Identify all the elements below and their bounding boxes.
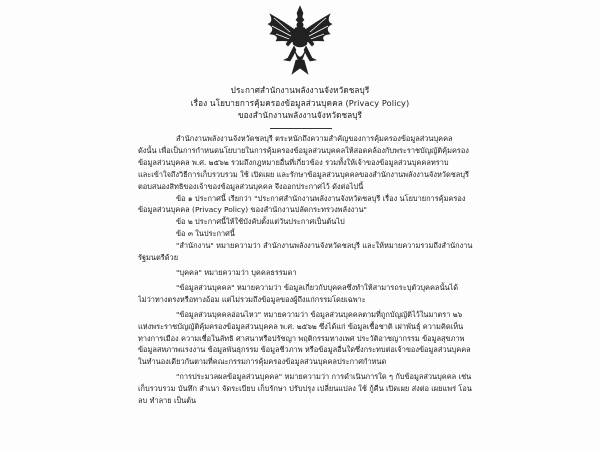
clause-1-line: ข้อมูลส่วนบุคคล (Privacy Policy) ของสำนักงานปลัดกระทรวงพลังงาน": [138, 205, 367, 215]
header-divider: [270, 128, 332, 129]
definition-personal-data-line: "ข้อมูลส่วนบุคคล" หมายความว่า ข้อมูลเกี่ยวกับบุคคลซึ่งทำให้สามารถระบุตัวบุคคลนั้นได้: [176, 282, 459, 292]
definition-sensitive-data-line: ทางการเมือง ความเชื่อในลัทธิ ศาสนาหรือปรัชญา พฤติกรรมทางเพศ ประวัติอาชญากรรม ข้อมูลสุขภาพ: [138, 333, 465, 343]
clause-2: ข้อ ๒ ประกาศนี้ให้ใช้บังคับตั้งแต่วันประกาศเป็นต้นไป: [176, 217, 345, 227]
paragraph-line: และเข้าใจถึงวิธีการเก็บรวบรวม ใช้ เปิดเผย และรักษาข้อมูลส่วนบุคคลของสำนักงานพลังงานจังหวัดชลบุรี: [138, 169, 469, 179]
definition-sensitive-data-line: ข้อมูลสหภาพแรงงาน ข้อมูลพันธุกรรม ข้อมูลชีวภาพ หรือข้อมูลอื่นใดซึ่งกระทบต่อเจ้าของข้อมูลส่วนบุคคล: [138, 345, 471, 355]
definition-personal-data-line: ไม่ว่าทางตรงหรือทางอ้อม แต่ไม่รวมถึงข้อมูลของผู้ถึงแก่กรรมโดยเฉพาะ: [138, 294, 366, 304]
definition-processing-line: เก็บรวบรวม บันทึก สำเนา จัดระเบียบ เก็บรักษา ปรับปรุง เปลี่ยนแปลง ใช้ กู้คืน เปิดเผย ส่งต่อ เผยแพร่ โอน: [138, 384, 472, 394]
definition-processing-line: "การประมวลผลข้อมูลส่วนบุคคล" หมายความว่า การดำเนินการใด ๆ กับข้อมูลส่วนบุคคล เช่น: [176, 372, 472, 382]
clause-3: ข้อ ๓ ในประกาศนี้: [176, 229, 235, 239]
announcement-issuer: ของสำนักงานพลังงานจังหวัดชลบุรี: [237, 110, 363, 120]
paragraph-line: ดังนั้น เพื่อเป็นการกำหนดนโยบายในการคุ้มครองข้อมูลส่วนบุคคลให้สอดคล้องกับพระราชบัญญัติคุ้มครอง: [138, 145, 469, 155]
definition-sensitive-data-line: ในทำนองเดียวกันตามที่คณะกรรมการคุ้มครองข้อมูลส่วนบุคคลประกาศกำหนด: [138, 357, 387, 367]
clause-1-line: ข้อ ๑ ประกาศนี้ เรียกว่า "ประกาศสำนักงานพลังงานจังหวัดชลบุรี เรื่อง นโยบายการคุ้มครอง: [176, 193, 466, 203]
announcement-subject: เรื่อง นโยบายการคุ้มครองข้อมูลส่วนบุคคล (Privacy Policy): [190, 97, 410, 108]
announcement-title: ประกาศสำนักงานพลังงานจังหวัดชลบุรี: [230, 85, 370, 95]
definition-person: "บุคคล" หมายความว่า บุคคลธรรมดา: [176, 267, 297, 277]
definition-office-line: "สำนักงาน" หมายความว่า สำนักงานพลังงานจังหวัดชลบุรี และให้หมายความรวมถึงสำนักงาน: [176, 241, 473, 251]
definition-sensitive-data-line: แห่งพระราชบัญญัติคุ้มครองข้อมูลส่วนบุคคล พ.ศ. ๒๕๖๒ ซึ่งได้แก่ ข้อมูลเชื้อชาติ เผ่าพันธุ์ ความคิดเห็น: [138, 321, 464, 331]
paragraph-line: สำนักงานพลังงานจังหวัดชลบุรี ตระหนักถึงความสำคัญของการคุ้มครองข้อมูลส่วนบุคคล: [176, 134, 453, 143]
paragraph-line: ตอบสนองสิทธิของเจ้าของข้อมูลส่วนบุคคล จึงออกประกาศไว้ ดังต่อไปนี้: [138, 181, 364, 191]
announcement-header: [0, 84, 600, 122]
announcement-body: [138, 133, 473, 407]
garuda-emblem-icon: [262, 4, 338, 78]
definition-sensitive-data-line: "ข้อมูลส่วนบุคคลอ่อนไหว" หมายความว่า ข้อมูลส่วนบุคคลตามที่ถูกบัญญัติไว้ในมาตรา ๒๖: [176, 309, 463, 319]
definition-office-line: รัฐมนตรีด้วย: [138, 253, 179, 263]
paragraph-line: ข้อมูลส่วนบุคคล พ.ศ. ๒๕๖๒ รวมถึงกฎหมายอื่นที่เกี่ยวข้อง รวมทั้งให้เจ้าของข้อมูลส่วนบุคคลทราบ: [138, 157, 449, 167]
definition-processing-line: ลบ ทำลาย เป็นต้น: [138, 396, 197, 406]
